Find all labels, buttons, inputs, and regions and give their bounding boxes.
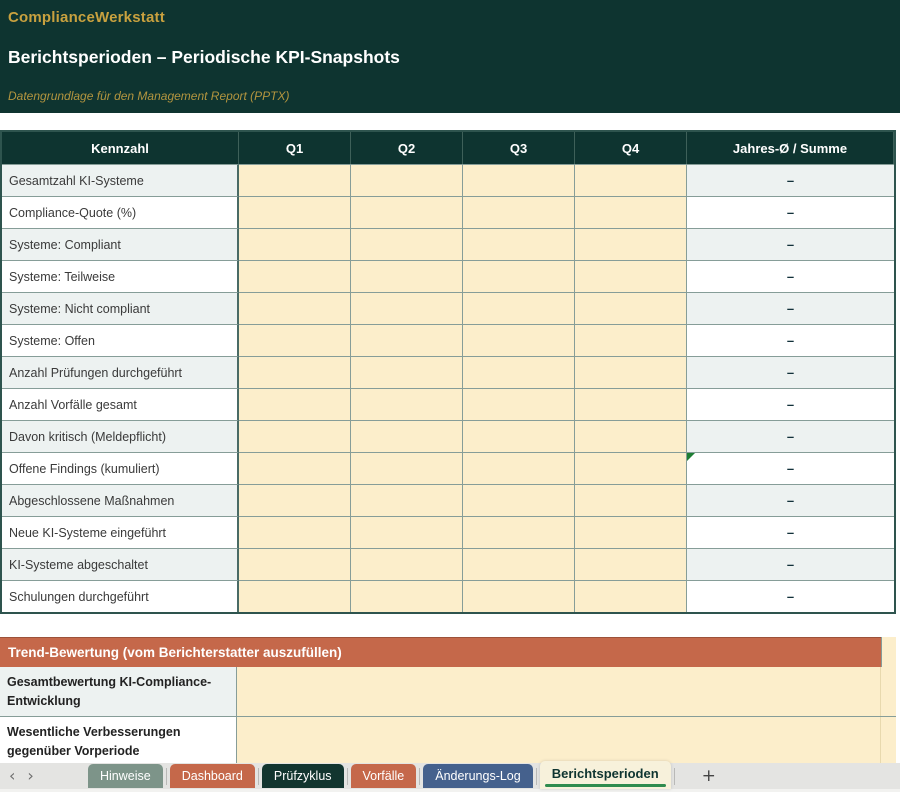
- tab-vorfaelle[interactable]: Vorfälle: [351, 764, 417, 788]
- cell-q2-input[interactable]: [351, 228, 463, 260]
- cell-q2-input[interactable]: [351, 260, 463, 292]
- row-label[interactable]: Gesamtzahl KI-Systeme: [2, 164, 239, 196]
- header-banner: [0, 0, 900, 113]
- cell-q4-input[interactable]: [575, 420, 687, 452]
- cell-total[interactable]: –: [687, 548, 894, 580]
- cell-q2-input[interactable]: [351, 356, 463, 388]
- row-label[interactable]: Systeme: Offen: [2, 324, 239, 356]
- tab-aenderungs-log[interactable]: Änderungs-Log: [423, 764, 532, 788]
- cell-total[interactable]: –: [687, 452, 894, 484]
- cell-total[interactable]: –: [687, 196, 894, 228]
- trend-row-stub-cell[interactable]: [881, 717, 896, 763]
- cell-q2-input[interactable]: [351, 580, 463, 612]
- active-tab-underline: [545, 784, 666, 787]
- row-label[interactable]: Neue KI-Systeme eingeführt: [2, 516, 239, 548]
- cell-q1-input[interactable]: [239, 452, 351, 484]
- cell-q3-input[interactable]: [463, 260, 575, 292]
- cell-q4-input[interactable]: [575, 324, 687, 356]
- cell-q4-input[interactable]: [575, 164, 687, 196]
- cell-q1-input[interactable]: [239, 324, 351, 356]
- column-header-1: Q1: [239, 132, 351, 165]
- cell-total[interactable]: –: [687, 580, 894, 612]
- tab-hinweise[interactable]: Hinweise: [88, 764, 163, 788]
- tab-divider: [258, 768, 259, 785]
- trend-row-label: Wesentliche Verbesserungen gegenüber Vorperiode: [0, 717, 237, 763]
- cell-q4-input[interactable]: [575, 516, 687, 548]
- row-label[interactable]: Systeme: Nicht compliant: [2, 292, 239, 324]
- tab-nav-buttons: [0, 763, 62, 789]
- page-title: Berichtsperioden – Periodische KPI-Snapshots: [8, 47, 400, 67]
- tab-divider: [166, 768, 167, 785]
- cell-q3-input[interactable]: [463, 516, 575, 548]
- cell-q3-input[interactable]: [463, 292, 575, 324]
- cell-total[interactable]: –: [687, 484, 894, 516]
- cell-q3-input[interactable]: [463, 452, 575, 484]
- cell-q1-input[interactable]: [239, 420, 351, 452]
- trend-row-input[interactable]: [237, 717, 881, 763]
- cell-q1-input[interactable]: [239, 292, 351, 324]
- trend-header-stub-cell[interactable]: [881, 637, 896, 667]
- cell-q4-input[interactable]: [575, 452, 687, 484]
- cell-q4-input[interactable]: [575, 292, 687, 324]
- tab-berichtsperioden[interactable]: Berichtsperioden: [540, 761, 671, 789]
- cell-total[interactable]: –: [687, 356, 894, 388]
- row-label[interactable]: Abgeschlossene Maßnahmen: [2, 484, 239, 516]
- cell-q2-input[interactable]: [351, 516, 463, 548]
- row-label[interactable]: Schulungen durchgeführt: [2, 580, 239, 612]
- cell-q1-input[interactable]: [239, 228, 351, 260]
- cell-q3-input[interactable]: [463, 548, 575, 580]
- cell-total[interactable]: –: [687, 516, 894, 548]
- cell-total[interactable]: –: [687, 260, 894, 292]
- cell-q4-input[interactable]: [575, 580, 687, 612]
- row-label[interactable]: Davon kritisch (Meldepflicht): [2, 420, 239, 452]
- trend-rows: [0, 667, 896, 763]
- cell-q4-input[interactable]: [575, 260, 687, 292]
- trend-row: [0, 716, 896, 763]
- column-header-5: Jahres-Ø / Summe: [687, 132, 894, 165]
- next-sheet-icon[interactable]: ›: [27, 766, 34, 785]
- cell-q1-input[interactable]: [239, 260, 351, 292]
- row-label[interactable]: Systeme: Compliant: [2, 228, 239, 260]
- cell-q1-input[interactable]: [239, 388, 351, 420]
- prev-sheet-icon[interactable]: ‹: [9, 766, 16, 785]
- cell-q2-input[interactable]: [351, 196, 463, 228]
- trend-row-input[interactable]: [237, 667, 881, 716]
- column-header-4: Q4: [575, 132, 687, 165]
- cell-q1-input[interactable]: [239, 580, 351, 612]
- kpi-table: [0, 130, 896, 614]
- cell-q4-input[interactable]: [575, 196, 687, 228]
- trend-row-label: Gesamtbewertung KI-Compliance-Entwicklung: [0, 667, 237, 716]
- cell-q1-input[interactable]: [239, 356, 351, 388]
- cell-q1-input[interactable]: [239, 196, 351, 228]
- cell-q2-input[interactable]: [351, 484, 463, 516]
- page-subtitle: Datengrundlage für den Management Report (PPTX): [8, 89, 290, 103]
- cell-q2-input[interactable]: [351, 452, 463, 484]
- cell-q4-input[interactable]: [575, 228, 687, 260]
- cell-total[interactable]: –: [687, 228, 894, 260]
- cell-q2-input[interactable]: [351, 164, 463, 196]
- cell-total[interactable]: –: [687, 164, 894, 196]
- sheet-tab-bar: [0, 763, 900, 792]
- cell-q1-input[interactable]: [239, 548, 351, 580]
- cell-total[interactable]: –: [687, 324, 894, 356]
- trend-row: [0, 667, 896, 716]
- cell-total[interactable]: –: [687, 388, 894, 420]
- cell-q3-input[interactable]: [463, 324, 575, 356]
- column-header-0: Kennzahl: [2, 132, 239, 165]
- cell-q2-input[interactable]: [351, 324, 463, 356]
- cell-q4-input[interactable]: [575, 548, 687, 580]
- cell-total[interactable]: –: [687, 292, 894, 324]
- tab-divider: [419, 768, 420, 785]
- cell-q3-input[interactable]: [463, 420, 575, 452]
- cell-q3-input[interactable]: [463, 164, 575, 196]
- tab-dashboard[interactable]: Dashboard: [170, 764, 255, 788]
- row-label[interactable]: KI-Systeme abgeschaltet: [2, 548, 239, 580]
- cell-q4-input[interactable]: [575, 388, 687, 420]
- trend-row-stub-cell[interactable]: [881, 667, 896, 716]
- row-label[interactable]: Anzahl Vorfälle gesamt: [2, 388, 239, 420]
- cell-q3-input[interactable]: [463, 196, 575, 228]
- cell-q3-input[interactable]: [463, 388, 575, 420]
- cell-q1-input[interactable]: [239, 164, 351, 196]
- tab-divider: [536, 768, 537, 785]
- tab-pruefzyklus[interactable]: Prüfzyklus: [262, 764, 344, 788]
- cell-q4-input[interactable]: [575, 356, 687, 388]
- trend-section-header: Trend-Bewertung (vom Berichterstatter auszufüllen): [0, 637, 881, 667]
- cell-q3-input[interactable]: [463, 484, 575, 516]
- row-label[interactable]: Systeme: Teilweise: [2, 260, 239, 292]
- row-label[interactable]: Offene Findings (kumuliert): [2, 452, 239, 484]
- tab-divider: [347, 768, 348, 785]
- cell-q1-input[interactable]: [239, 484, 351, 516]
- app-title: ComplianceWerkstatt: [8, 9, 165, 26]
- cell-q4-input[interactable]: [575, 484, 687, 516]
- add-sheet-button[interactable]: +: [701, 766, 716, 786]
- cell-q1-input[interactable]: [239, 516, 351, 548]
- cell-q2-input[interactable]: [351, 548, 463, 580]
- cell-q3-input[interactable]: [463, 356, 575, 388]
- trend-section: [0, 637, 896, 763]
- cell-total[interactable]: –: [687, 420, 894, 452]
- sheet-tabs: [88, 761, 678, 789]
- cell-q2-input[interactable]: [351, 388, 463, 420]
- cell-q3-input[interactable]: [463, 228, 575, 260]
- cell-q2-input[interactable]: [351, 292, 463, 324]
- row-label[interactable]: Anzahl Prüfungen durchgeführt: [2, 356, 239, 388]
- cell-q2-input[interactable]: [351, 420, 463, 452]
- cell-q3-input[interactable]: [463, 580, 575, 612]
- tab-divider: [674, 768, 675, 785]
- column-header-3: Q3: [463, 132, 575, 165]
- column-header-2: Q2: [351, 132, 463, 165]
- row-label[interactable]: Compliance-Quote (%): [2, 196, 239, 228]
